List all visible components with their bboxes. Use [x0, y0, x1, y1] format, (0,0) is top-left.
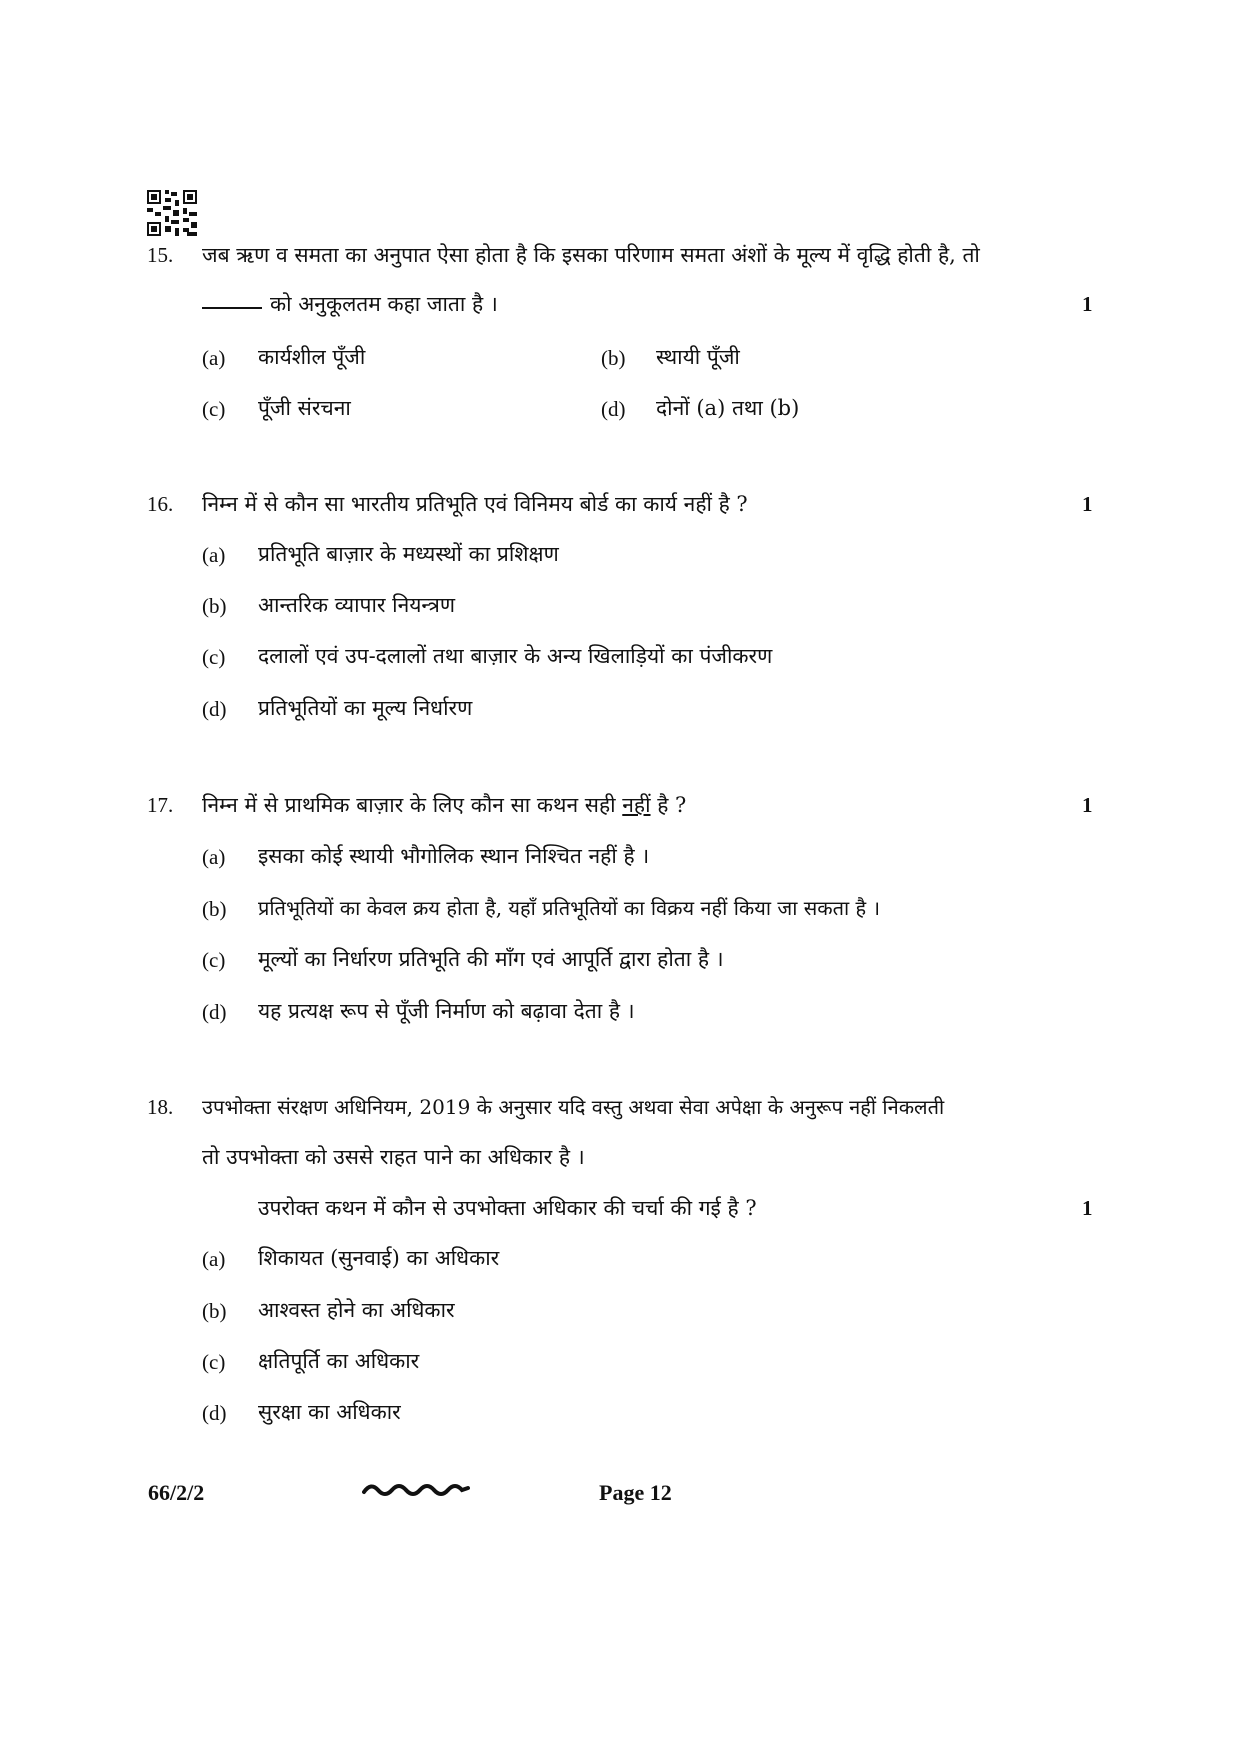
- option-a-text: इसका कोई स्थायी भौगोलिक स्थान निश्चित नहीं है ।: [258, 844, 650, 868]
- option-a-text: कार्यशील पूँजी: [258, 345, 366, 369]
- option-b-text: प्रतिभूतियों का केवल क्रय होता है, यहाँ प्रतिभूतियों का विक्रय नहीं किया जा सकता है ।: [258, 896, 881, 920]
- question-text-line2: [202, 290, 498, 318]
- option-a-label: (a): [202, 845, 226, 869]
- option-d-text: दोनों (a) तथा (b): [656, 396, 800, 420]
- question-text-line2-content: को अनुकूलतम कहा जाता है ।: [270, 292, 498, 316]
- option-c-text: मूल्यों का निर्धारण प्रतिभूति की माँग एवं आपूर्ति द्वारा होता है ।: [258, 947, 724, 971]
- option-a-label: (a): [202, 346, 226, 370]
- page-number: Page 12: [599, 1480, 672, 1505]
- question-number: 16.: [147, 492, 174, 516]
- option-b-label: (b): [202, 897, 227, 921]
- option-d-text: सुरक्षा का अधिकार: [258, 1400, 401, 1424]
- option-b-text: स्थायी पूँजी: [656, 345, 740, 369]
- option-c-text: दलालों एवं उप-दलालों तथा बाज़ार के अन्य खिलाड़ियों का पंजीकरण: [258, 644, 773, 668]
- option-c-label: (c): [202, 1350, 226, 1374]
- paper-code: 66/2/2: [148, 1480, 205, 1505]
- option-c-label: (c): [202, 397, 226, 421]
- question-number: 17.: [147, 793, 174, 817]
- option-b-text: आश्वस्त होने का अधिकार: [258, 1298, 455, 1322]
- question-text-line1: जब ऋण व समता का अनुपात ऐसा होता है कि इसका परिणाम समता अंशों के मूल्य में वृद्धि होती है, तो: [202, 243, 980, 267]
- option-c-label: (c): [202, 948, 226, 972]
- marks: 1: [1082, 492, 1093, 516]
- option-d-label: (d): [202, 1000, 227, 1024]
- option-b-label: (b): [202, 594, 227, 618]
- option-d-label: (d): [202, 697, 227, 721]
- wave-ornament-icon: [362, 1478, 470, 1502]
- answer-blank: [202, 307, 262, 309]
- option-d-text: यह प्रत्यक्ष रूप से पूँजी निर्माण को बढ़ावा देता है ।: [258, 999, 635, 1023]
- option-d-label: (d): [202, 1401, 227, 1425]
- option-d-label: (d): [601, 397, 626, 421]
- option-b-label: (b): [202, 1299, 227, 1323]
- option-c-label: (c): [202, 645, 226, 669]
- marks: 1: [1082, 1196, 1093, 1220]
- option-a-label: (a): [202, 1247, 226, 1271]
- question-text: निम्न में से कौन सा भारतीय प्रतिभूति एवं विनिमय बोर्ड का कार्य नहीं है ?: [202, 492, 748, 516]
- question-text-line3: उपरोक्त कथन में कौन से उपभोक्ता अधिकार की चर्चा की गई है ?: [258, 1196, 757, 1220]
- option-a-text: शिकायत (सुनवाई) का अधिकार: [258, 1246, 500, 1270]
- option-c-text: पूँजी संरचना: [258, 396, 351, 420]
- question-text-line2: तो उपभोक्ता को उससे राहत पाने का अधिकार है ।: [202, 1145, 585, 1169]
- option-a-label: (a): [202, 543, 226, 567]
- question-text-underlined: नहीं: [622, 793, 651, 817]
- question-number: 18.: [147, 1095, 174, 1119]
- question-number: 15.: [147, 243, 174, 267]
- question-text-line1: उपभोक्ता संरक्षण अधिनियम, 2019 के अनुसार यदि वस्तु अथवा सेवा अपेक्षा के अनुरूप नहीं निकलती: [202, 1095, 945, 1119]
- option-c-text: क्षतिपूर्ति का अधिकार: [258, 1349, 420, 1373]
- option-b-label: (b): [601, 346, 626, 370]
- marks: 1: [1082, 292, 1093, 316]
- question-text: [202, 791, 686, 819]
- option-a-text: प्रतिभूति बाज़ार के मध्यस्थों का प्रशिक्षण: [258, 542, 559, 566]
- question-text-before: निम्न में से प्राथमिक बाज़ार के लिए कौन सा कथन सही: [202, 793, 616, 817]
- option-b-text: आन्तरिक व्यापार नियन्त्रण: [258, 593, 456, 617]
- question-text-after: है ?: [657, 793, 687, 817]
- marks: 1: [1082, 793, 1093, 817]
- qr-code-icon: [147, 190, 197, 236]
- option-d-text: प्रतिभूतियों का मूल्य निर्धारण: [258, 696, 473, 720]
